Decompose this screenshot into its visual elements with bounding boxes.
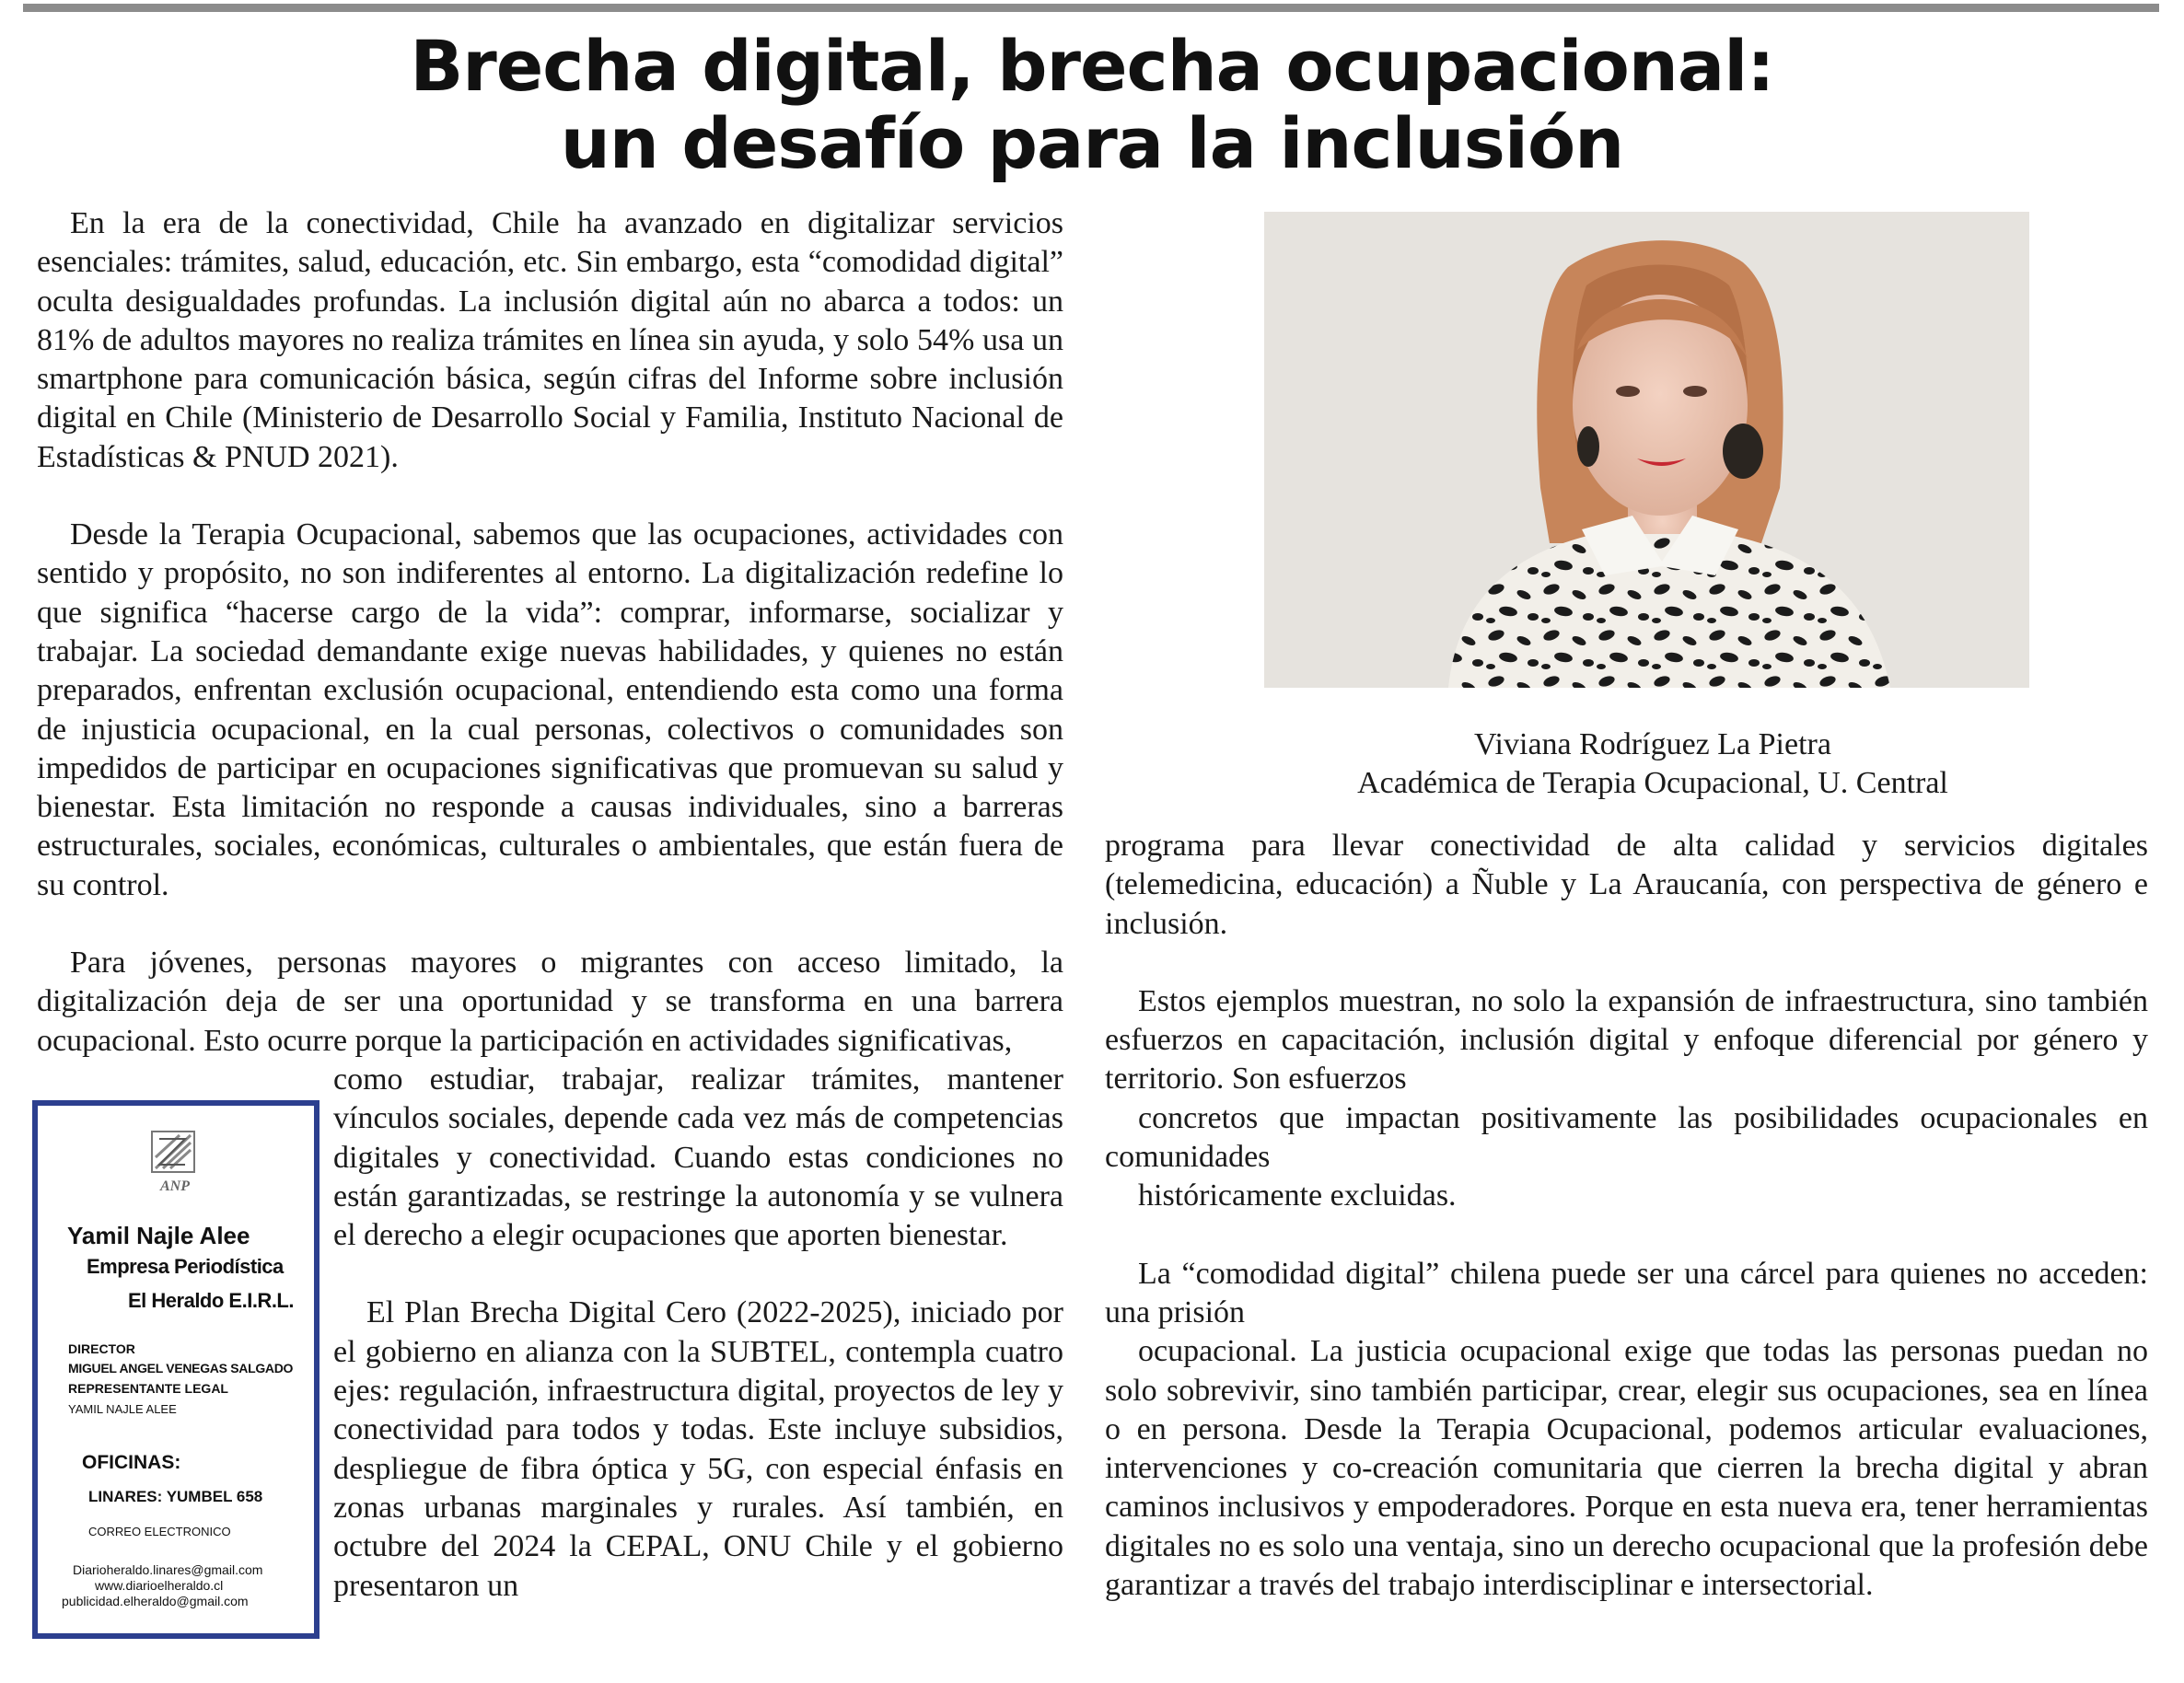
author-portrait-image (1264, 212, 2029, 688)
headline-line-1: Brecha digital, brecha ocupacional: (410, 25, 1774, 107)
article-paragraph-3a: Para jóvenes, personas mayores o migrantes con acceso limitado, la digitalización deja de ser una oportunidad y se transforma en una barrera ocupacional. Esto ocurre porque la participación en actividades significativas, (37, 946, 1063, 1058)
article-paragraph-r3a: La “comodidad digital” chilena puede ser una cárcel para quienes no acceden: una prisión (1105, 1256, 2148, 1329)
article-paragraph-r3b: ocupacional. La justicia ocupacional exige que todas las personas puedan no solo sobrevivir, sino también participar, crear, elegir sus ocupaciones, sea en línea o en persona. Desde la Terapia Ocupacional, podemos articular evaluaciones, intervenciones y co-creación comunitaria que cierren la brecha digital y abran caminos inclusivos y empoderadores. Porque en esta nueva era, tener herramientas digitales no es solo una ventaja, sino un derecho ocupacional que la profesión debe garantizar a través del trabajo interdisciplinar e intersectorial. (1105, 1334, 2148, 1603)
masthead-director-name: MIGUEL ANGEL VENEGAS SALGADO (68, 1361, 294, 1375)
article-column-left-narrow (333, 1061, 1063, 1606)
article-paragraph-4: El Plan Brecha Digital Cero (2022-2025), iniciado por el gobierno en alianza con la SUBTEL, contempla cuatro ejes: regulación, infraestructura digital, proyectos de ley y conectividad para todos y todas. Este incluye subsidios, despliegue de fibra óptica y 5G, con especial énfasis en zonas urbanas marginales y rurales. Así también, en octubre del 2024 la CEPAL, ONU Chile y el gobierno presentaron un (333, 1295, 1063, 1603)
anp-logo (143, 1126, 207, 1200)
article-paragraph-r2b: concretos que impactan positivamente las posibilidades ocupacionales en comunidades (1105, 1100, 2148, 1175)
article-column-right (1105, 827, 2148, 1605)
article-paragraph-r2a: Estos ejemplos muestran, no solo la expansión de infraestructura, sino también esfuerzos en capacitación, inclusión digital y enfoque diferencial por género y territorio. Son esfuerzos (1105, 983, 2148, 1097)
masthead-email-2[interactable]: publicidad.elheraldo@gmail.com (62, 1594, 249, 1608)
masthead-owner-name: Yamil Najle Alee (67, 1222, 250, 1249)
article-paragraph-2: Desde la Terapia Ocupacional, sabemos que las ocupaciones, actividades con sentido y propósito, no son indiferentes al entorno. La digitalización redefine lo que significa “hacerse cargo de la vida”: comprar, informarse, socializar y trabajar. La sociedad demandante exige nuevas habilidades, y quienes no están preparados, enfrentan exclusión ocupacional, entendiendo esta como una forma de injusticia ocupacional, en la cual personas, colectivos o comunidades son impedidos de participar en ocupaciones significativas que promuevan su salud y bienestar. Esta limitación no responde a causas individuales, sino a barreras estructurales, sociales, económicas, culturales o ambientales, que están fuera de su control. (37, 517, 1063, 902)
article-paragraph-r2c: históricamente excluidas. (1138, 1178, 1457, 1213)
headline (0, 25, 2184, 184)
masthead-director-label: DIRECTOR (68, 1341, 135, 1356)
masthead-email-label: CORREO ELECTRONICO (88, 1525, 231, 1538)
headline-line-2: un desafío para la inclusión (560, 102, 1624, 184)
masthead-email-1[interactable]: Diarioheraldo.linares@gmail.com (73, 1562, 263, 1577)
logo-text: ANP (160, 1178, 190, 1194)
article-paragraph-3b: como estudiar, trabajar, realizar trámites, mantener vínculos sociales, depende cada vez más de competencias digitales y conectividad. Cuando estas condiciones no están garantizadas, se restringe la autonomía y se vulnera el derecho a elegir ocupaciones que aporten bienestar. (333, 1062, 1063, 1253)
masthead-legal-label: REPRESENTANTE LEGAL (68, 1381, 228, 1396)
caption-author-role: Académica de Terapia Ocupacional, U. Central (1357, 766, 1948, 800)
masthead-paper-name: El Heraldo E.I.R.L. (128, 1289, 294, 1312)
author-photo (1264, 212, 2029, 688)
article-paragraph-1: En la era de la conectividad, Chile ha avanzado en digitalizar servicios esenciales: trámites, salud, educación, etc. Sin embargo, esta “comodidad digital” oculta desigualdades profundas. La inclusión digital aún no abarca a todos: un 81% de adultos mayores no realiza trámites en línea sin ayuda, y solo 54% usa un smartphone para comunicación básica, según cifras del Informe sobre inclusión digital en Chile (Ministerio de Desarrollo Social y Familia, Instituto Nacional de Estadísticas & PNUD 2021). (37, 206, 1063, 474)
top-rule (23, 4, 2159, 12)
masthead-website[interactable]: www.diarioelheraldo.cl (95, 1578, 224, 1593)
masthead-offices-label: OFICINAS: (82, 1452, 181, 1473)
masthead-legal-name: YAMIL NAJLE ALEE (68, 1402, 177, 1416)
masthead-box (32, 1100, 319, 1639)
photo-caption (1160, 725, 2145, 803)
masthead-company: Empresa Periodística (87, 1255, 284, 1278)
article-paragraph-r1: programa para llevar conectividad de alta calidad y servicios digitales (telemedicina, educación) a Ñuble y La Araucanía, con perspectiva de género e inclusión. (1105, 829, 2148, 941)
caption-author-name: Viviana Rodríguez La Pietra (1474, 727, 1831, 761)
article-column-left (37, 204, 1063, 1061)
masthead-address: LINARES: YUMBEL 658 (88, 1488, 263, 1505)
